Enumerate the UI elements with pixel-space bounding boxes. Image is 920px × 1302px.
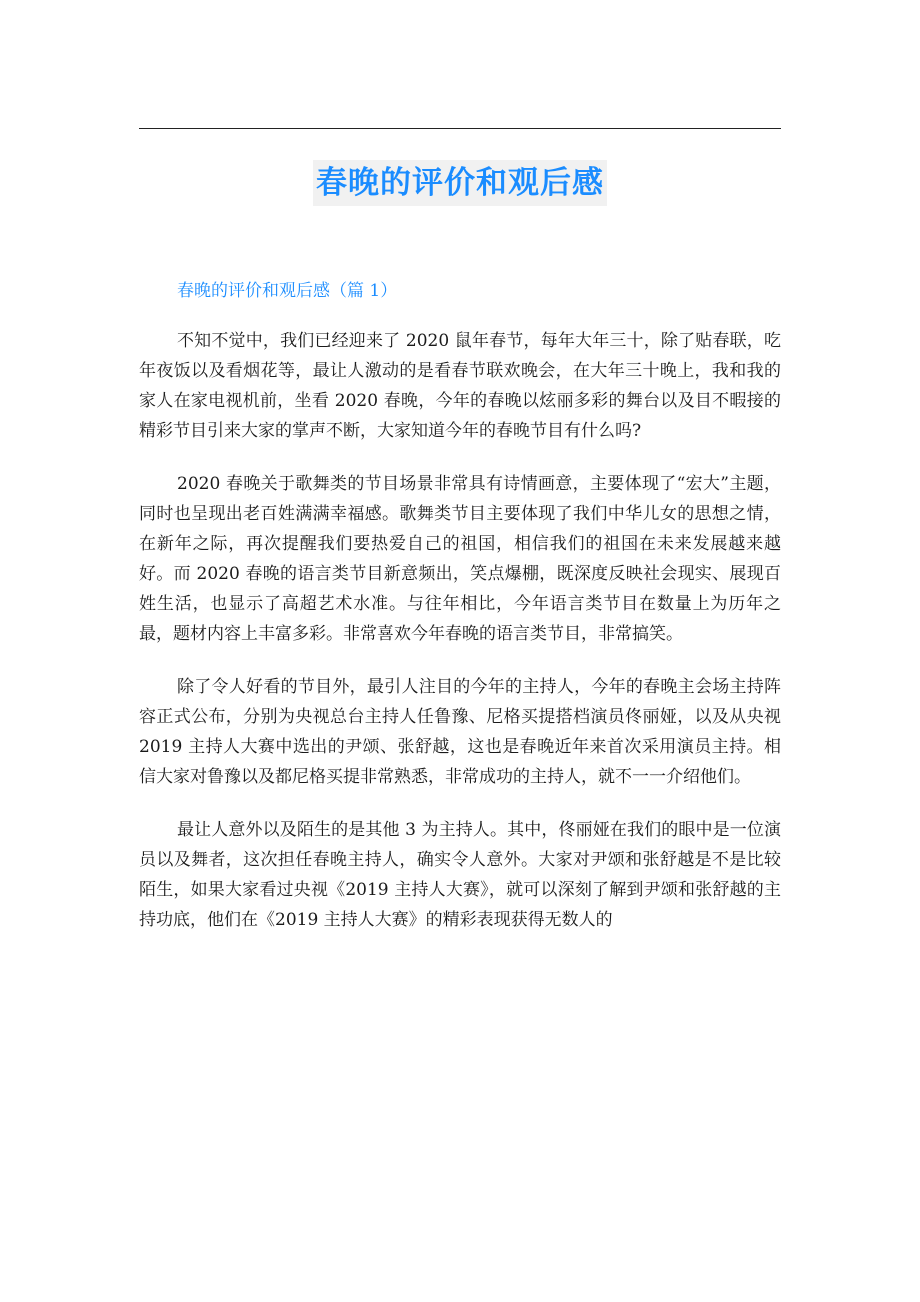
paragraph-1: 不知不觉中，我们已经迎来了 2020 鼠年春节，每年大年三十，除了贴春联，吃年夜饭以及看烟花等，最让人激动的是看春节联欢晚会，在大年三十晚上，我和我的家人在家电视机前，坐看 2020 春晚，今年的春晚以炫丽多彩的舞台以及目不暇接的精彩节目引来大家的掌声不断，大家知道今年的春晚节目有什么吗? xyxy=(139,331,781,441)
document-title: 春晚的评价和观后感 xyxy=(313,160,607,206)
paragraph-4: 最让人意外以及陌生的是其他 3 为主持人。其中，佟丽娅在我们的眼中是一位演员以及舞者，这次担任春晚主持人，确实令人意外。大家对尹颂和张舒越是不是比较陌生，如果大家看过央视《2019 主持人大赛》，就可以深刻了解到尹颂和张舒越的主持功底，他们在《2019 主持人大赛》的精彩表现获得无数人的 xyxy=(139,820,781,930)
paragraph-2: 2020 春晚关于歌舞类的节目场景非常具有诗情画意，主要体现了“宏大”主题，同时也呈现出老百姓满满幸福感。歌舞类节目主要体现了我们中华儿女的思想之情，在新年之际，再次提醒我们要热爱自己的祖国，相信我们的祖国在未来发展越来越好。而 2020 春晚的语言类节目新意频出，笑点爆棚，既深度反映社会现实、展现百姓生活，也显示了高超艺术水准。与往年相比，今年语言类节目在数量上为历年之最，题材内容上丰富多彩。非常喜欢今年春晚的语言类节目，非常搞笑。 xyxy=(139,474,781,644)
paragraph-3: 除了令人好看的节目外，最引人注目的今年的主持人，今年的春晚主会场主持阵容正式公布，分别为央视总台主持人任鲁豫、尼格买提搭档演员佟丽娅，以及从央视 2019 主持人大赛中选出的尹颂、张舒越，这也是春晚近年来首次采用演员主持。相信大家对鲁豫以及都尼格买提非常熟悉，非常成功的主持人，就不一一介绍他们。 xyxy=(139,677,781,787)
title-container xyxy=(0,160,920,206)
article-body xyxy=(139,326,781,958)
section-heading: 春晚的评价和观后感（篇 1） xyxy=(177,281,398,301)
top-divider xyxy=(139,128,781,129)
